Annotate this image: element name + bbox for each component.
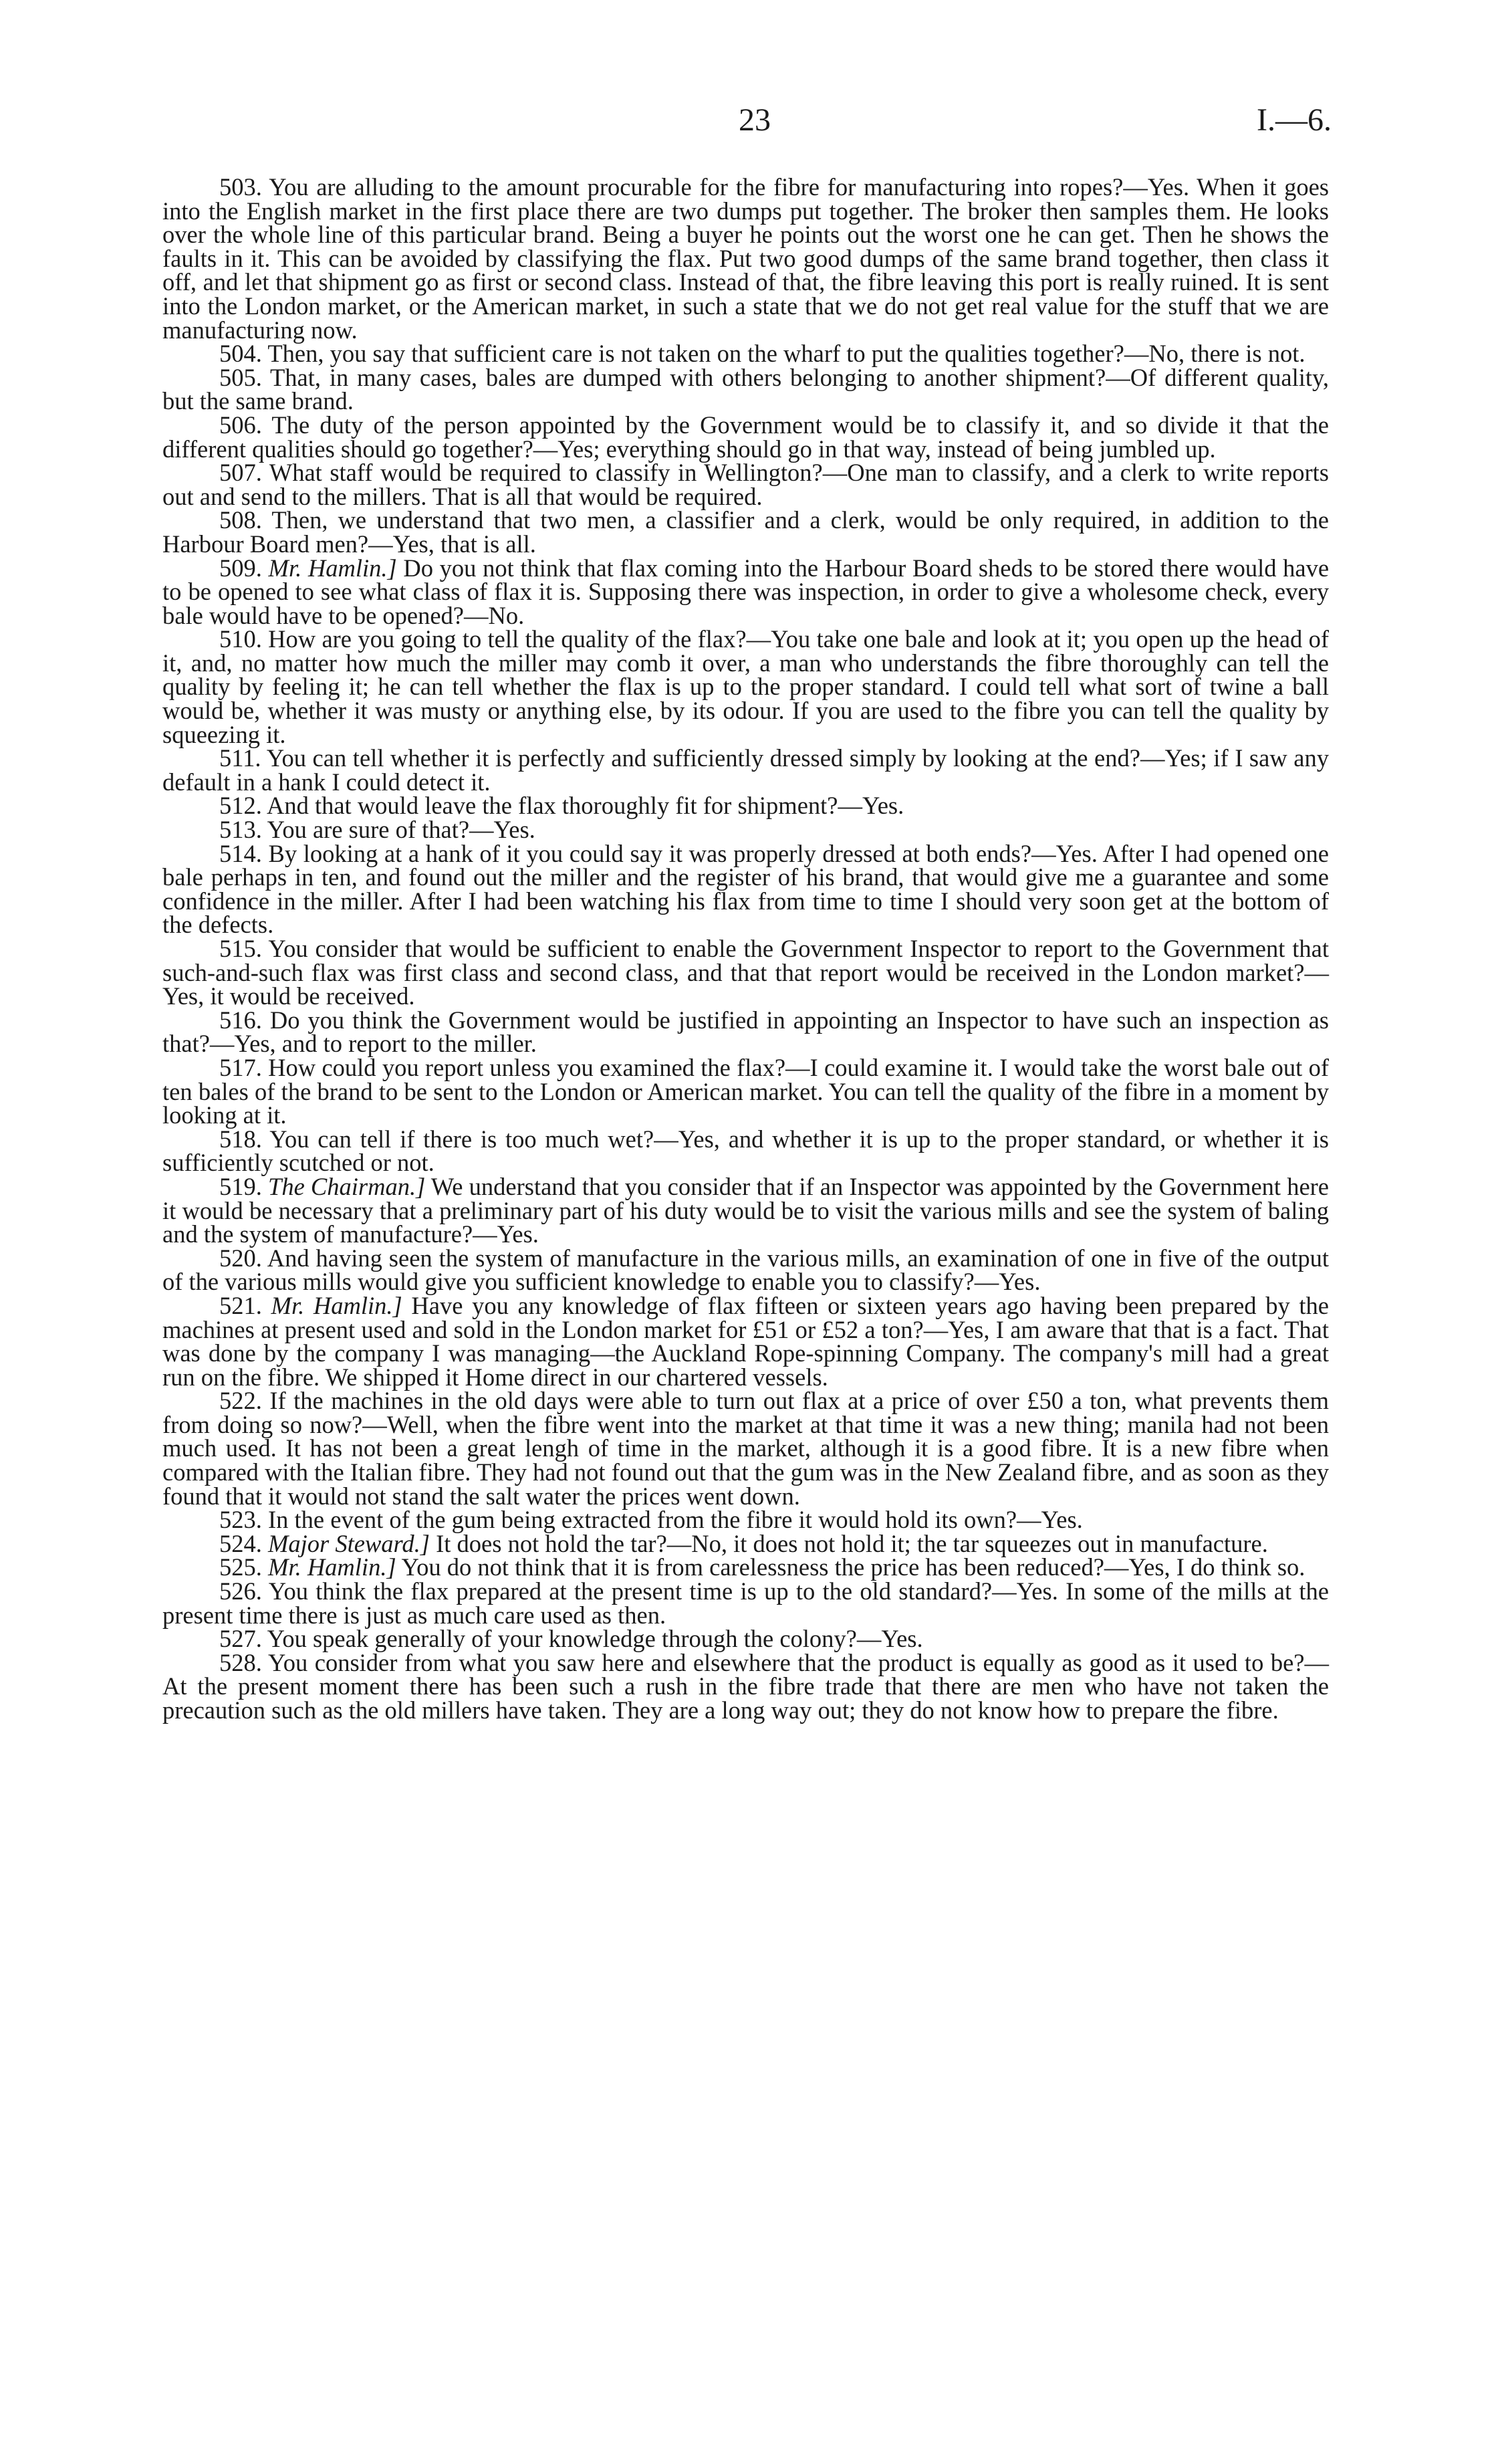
paragraph-522: 522. If the machines in the old days were able to turn out flax at a price of over £50 a ton, what prevents them from doing so now?—Well, when the fibre went into the market at that time it was a new thing; manila had not been much used. It has not been a great lengh of time in the market, although it is a good fibre. It is a new fibre when compared with the Italian fibre. They had not found out that the gum was in the New Zealand fibre, and as soon as they found that it would not stand the salt water the prices went down. [162, 1387, 1329, 1510]
paragraph-505: 505. That, in many cases, bales are dumped with others belonging to another shipment?—Of different quality, but the same brand. [162, 363, 1329, 415]
speaker-name: Mr. Hamlin.] [268, 554, 397, 582]
paragraph-524: 524. Major Steward.] It does not hold the tar?—No, it does not hold it; the tar squeezes out in manufacture. [219, 1529, 1268, 1557]
paragraph-512: 512. And that would leave the flax thoroughly fit for shipment?—Yes. [219, 792, 904, 820]
paragraph-515: 515. You consider that would be sufficient to enable the Government Inspector to report to the Government that such-and-such flax was first class and second class, and that that report would be received in the London market?—Yes, it would be received. [162, 935, 1329, 1010]
paragraph-520: 520. And having seen the system of manufacture in the various mills, an examination of one in five of the output of the various mills would give you sufficient knowledge to enable you to classify?—Yes. [162, 1244, 1329, 1296]
paragraph-504: 504. Then, you say that sufficient care is not taken on the wharf to put the qualities together?—No, there is not. [219, 340, 1306, 368]
page-header [0, 100, 1492, 147]
paragraph-523: 523. In the event of the gum being extracted from the fibre it would hold its own?—Yes. [219, 1506, 1083, 1534]
paragraph-516: 516. Do you think the Government would be justified in appointing an Inspector to have such an inspection as that?—Yes, and to report to the miller. [162, 1006, 1329, 1058]
page-number: 23 [739, 102, 771, 138]
evidence-text [162, 175, 1329, 1722]
paragraph-517: 517. How could you report unless you examined the flax?—I could examine it. I would take the worst bale out of ten bales of the brand to be sent to the London or American market. You can tell the quality of the fibre in a moment by looking at it. [162, 1053, 1329, 1129]
paragraph-521: 521. Mr. Hamlin.] Have you any knowledge of flax fifteen or sixteen years ago having been prepared by the machines at present used and sold in the London market for £51 or £52 a ton?—Yes, I am aware that that is a fact. That was done by the company I was managing—the Auckland Rope-spinning Company. The company's mill had a great run on the fibre. We shipped it Home direct in our chartered vessels. [162, 1291, 1329, 1391]
paragraph-518: 518. You can tell if there is too much wet?—Yes, and whether it is up to the proper standard, or whether it is sufficiently scutched or not. [162, 1125, 1329, 1177]
speaker-name: Major Steward.] [268, 1529, 430, 1557]
paragraph-514: 514. By looking at a hank of it you could say it was properly dressed at both ends?—Yes. After I had opened one bale perhaps in ten, and found out the miller and the register of his brand, that would give me a guarantee and some confidence in the miller. After I had been watching his flax from time to time I should very soon get at the bottom of the defects. [162, 839, 1329, 939]
paragraph-503: 503. You are alluding to the amount procurable for the fibre for manufacturing into ropes?—Yes. When it goes into the English market in the first place there are two dumps put together. The broker then samples them. He looks over the whole line of this particular brand. Being a buyer he points out the worst one he can get. Then he shows the faults in it. This can be avoided by classifying the flax. Put two good dumps of the same brand together, then class it off, and let that shipment go as first or second class. Instead of that, the fibre leaving this port is really ruined. It is sent into the London market, or the American market, in such a state that we do not get real value for the stuff that we are manufacturing now. [162, 173, 1329, 344]
speaker-name: Mr. Hamlin.] [271, 1291, 402, 1319]
paragraph-509: 509. Mr. Hamlin.] Do you not think that flax coming into the Harbour Board sheds to be stored there would have to be opened to see what class of flax it is. Supposing there was inspection, in order to give a wholesome check, every bale would have to be opened?—No. [162, 554, 1330, 629]
paragraph-508: 508. Then, we understand that two men, a classifier and a clerk, would be only required, in addition to the Harbour Board men?—Yes, that is all. [162, 506, 1329, 558]
speaker-name: The Chairman.] [268, 1172, 426, 1200]
paragraph-507: 507. What staff would be required to classify in Wellington?—One man to classify, and a clerk to write reports out and send to the millers. That is all that would be required. [162, 459, 1329, 510]
speaker-name: Mr. Hamlin.] [268, 1553, 396, 1581]
paragraph-526: 526. You think the flax prepared at the present time is up to the old standard?—Yes. In some of the mills at the present time there is just as much care used as then. [162, 1577, 1329, 1629]
paragraph-519: 519. The Chairman.] We understand that you consider that if an Inspector was appointed by the Government here it would be necessary that a preliminary part of his duty would be to visit the various mills and see the system of baling and the system of manufacture?—Yes. [162, 1172, 1329, 1248]
paragraph-506: 506. The duty of the person appointed by the Government would be to classify it, and so divide it that the different qualities should go together?—Yes; everything should go in that way, instead of being jumbled up. [162, 411, 1329, 463]
paragraph-525: 525. Mr. Hamlin.] You do not think that it is from carelessness the price has been reduced?—Yes, I do think so. [219, 1553, 1306, 1581]
paragraph-513: 513. You are sure of that?—Yes. [219, 816, 535, 844]
paragraph-510: 510. How are you going to tell the quality of the flax?—You take one bale and look at it; you open up the head of it, and, no matter how much the miller may comb it over, a man who understands the fibre thoroughly can tell the quality by feeling it; he can tell whether the flax is up to the proper standard. I could tell what sort of twine a ball would be, whether it was musty or anything else, by its odour. If you are used to the fibre you can tell the quality by squeezing it. [162, 625, 1329, 748]
document-reference: I.—6. [1257, 102, 1332, 138]
paragraph-528: 528. You consider from what you saw here and elsewhere that the product is equally as good as it used to be?—At the present moment there has been such a rush in the fibre trade that there are men who have not taken the precaution such as the old millers have taken. They are a long way out; they do not know how to prepare the fibre. [162, 1648, 1329, 1724]
paragraph-527: 527. You speak generally of your knowledge through the colony?—Yes. [219, 1625, 923, 1653]
paragraph-511: 511. You can tell whether it is perfectly and sufficiently dressed simply by looking at the end?—Yes; if I saw any default in a hank I could detect it. [162, 744, 1329, 796]
